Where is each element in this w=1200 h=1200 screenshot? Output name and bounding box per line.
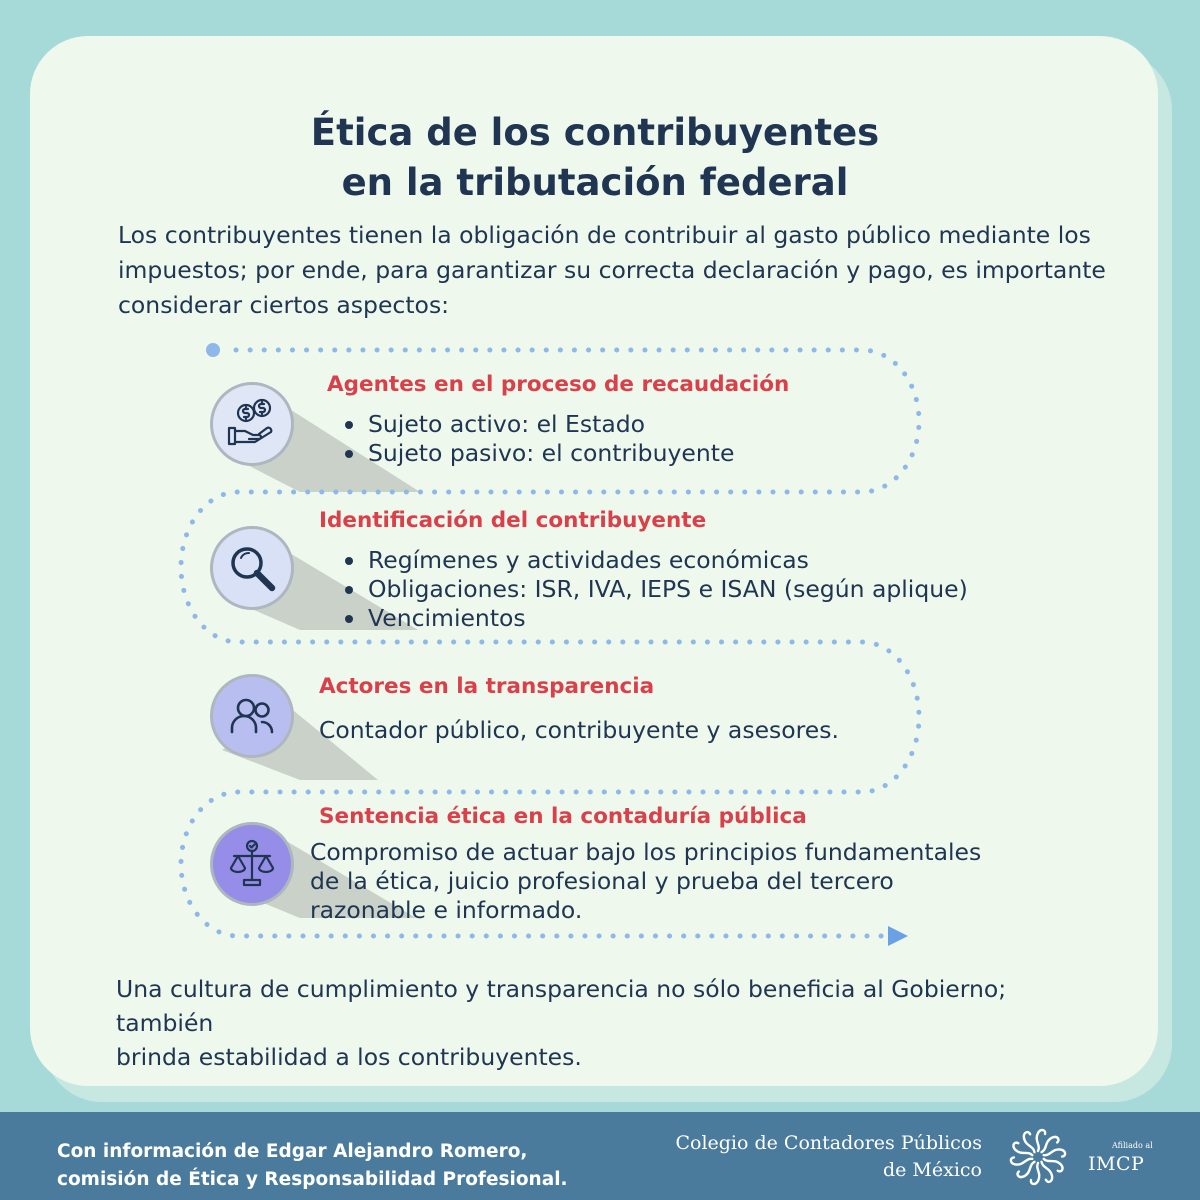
org-line-2: de México xyxy=(882,1159,982,1181)
closing-paragraph xyxy=(116,972,1106,1074)
money-hand-icon-circle xyxy=(210,382,294,466)
section-4-line-1: Compromiso de actuar bajo los principios fundamentales xyxy=(310,838,982,866)
scale-icon xyxy=(224,836,280,892)
list-item: Obligaciones: ISR, IVA, IEPS e ISAN (según aplique) xyxy=(340,575,968,604)
outro-line-2: brinda estabilidad a los contribuyentes. xyxy=(116,1043,582,1071)
intro-line-2: impuestos; por ende, para garantizar su correcta declaración y pago, es importante xyxy=(118,256,1106,284)
section-4-line-3: razonable e informado. xyxy=(310,896,583,924)
scale-icon-circle xyxy=(210,822,294,906)
list-item: Sujeto activo: el Estado xyxy=(340,410,734,439)
footer-credit xyxy=(57,1138,568,1194)
imcp-logo: IMCP xyxy=(1088,1153,1145,1175)
money-hand-icon xyxy=(224,396,280,452)
section-1-bullets xyxy=(340,410,734,468)
section-2-bullets xyxy=(340,546,968,633)
intro-line-3: considerar ciertos aspectos: xyxy=(118,291,450,319)
title-line-2: en la tributación federal xyxy=(341,161,849,204)
path-end-arrow xyxy=(888,926,908,946)
magnifier-icon xyxy=(224,540,280,596)
organization-name xyxy=(660,1130,982,1184)
intro-line-1: Los contribuyentes tienen la obligación de contribuir al gasto público mediante los xyxy=(118,221,1091,249)
section-4-line-2: de la ética, juicio profesional y prueba del tercero xyxy=(310,867,894,895)
section-4-title: Sentencia ética en la contaduría pública xyxy=(319,804,807,829)
section-3-text: Contador público, contribuyente y asesores. xyxy=(319,716,839,744)
section-3-title: Actores en la transparencia xyxy=(319,674,655,699)
org-line-1: Colegio de Contadores Públicos xyxy=(675,1132,982,1154)
list-item: Vencimientos xyxy=(340,604,968,633)
section-2-title: Identificación del contribuyente xyxy=(319,508,707,533)
list-item: Regímenes y actividades económicas xyxy=(340,546,968,575)
affiliate-label: Afiliado al xyxy=(1112,1141,1153,1150)
title-line-1: Ética de los contribuyentes xyxy=(310,111,880,154)
path-start-dot xyxy=(206,343,220,357)
section-1-title: Agentes en el proceso de recaudación xyxy=(327,372,790,397)
outro-line-1: Una cultura de cumplimiento y transparencia no sólo beneficia al Gobierno; también xyxy=(116,975,1007,1037)
list-item: Sujeto pasivo: el contribuyente xyxy=(340,439,734,468)
people-icon xyxy=(224,688,280,744)
magnifier-icon-circle xyxy=(210,526,294,610)
section-4-text xyxy=(310,838,981,925)
people-icon-circle xyxy=(210,674,294,758)
credit-line-2: comisión de Ética y Responsabilidad Profesional. xyxy=(57,1169,568,1190)
ccpm-logo-icon xyxy=(998,1122,1078,1192)
credit-line-1: Con información de Edgar Alejandro Romero, xyxy=(57,1141,528,1162)
